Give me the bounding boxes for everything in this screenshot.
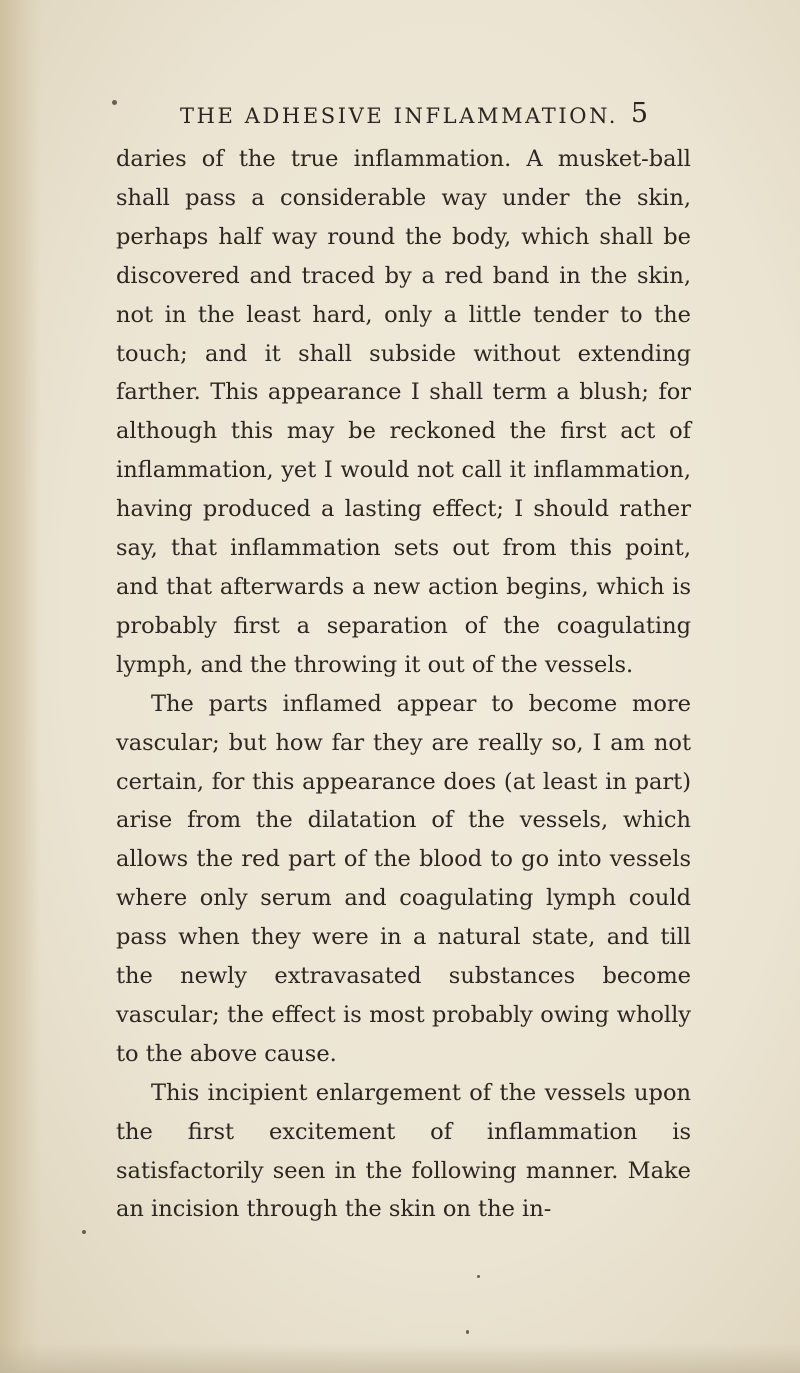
page-gutter-shadow xyxy=(0,0,40,1373)
ink-speck xyxy=(82,1230,86,1234)
ink-speck xyxy=(466,1330,469,1334)
paragraph-2: The parts inflamed appear to become more vascular; but how far they are really so, I am not certain, for this appearance does (at least in part) arise from the dilatation of the vessels, which allows the red part of the blood to go into vessels where only serum and coagulating lymph could pass when they were in a natural state, and till the newly extravasated substances become vascular; the effect is most probably owing wholly to the above cause. xyxy=(116,690,691,1067)
page-header xyxy=(180,98,648,138)
paragraph-1: daries of the true inflammation. A musket-ball shall pass a considerable way under the skin, perhaps half way round the body, which shall be discovered and traced by a red band in the skin, not in the least hard, only a little tender to the touch; and it shall subside without extending farther. This appearance I shall term a blush; for although this may be reckoned the first act of inflammation, yet I would not call it inflammation, having produced a lasting effect; I should rather say, that inflammation sets out from this point, and that afterwards a new action begins, which is probably first a separation of the coagulating lymph, and the throwing it out of the vessels. xyxy=(116,146,691,678)
page-bottom-shadow xyxy=(0,1343,800,1373)
running-head: THE ADHESIVE INFLAMMATION. xyxy=(180,104,619,128)
page-number: 5 xyxy=(630,98,648,129)
body-text xyxy=(116,140,691,1229)
paragraph-3: This incipient enlargement of the vessels upon the first excitement of inflammation is satisfactorily seen in the following manner. Make an incision through the skin on the in- xyxy=(116,1079,691,1223)
ink-speck xyxy=(477,1275,480,1278)
ink-speck xyxy=(112,100,117,105)
